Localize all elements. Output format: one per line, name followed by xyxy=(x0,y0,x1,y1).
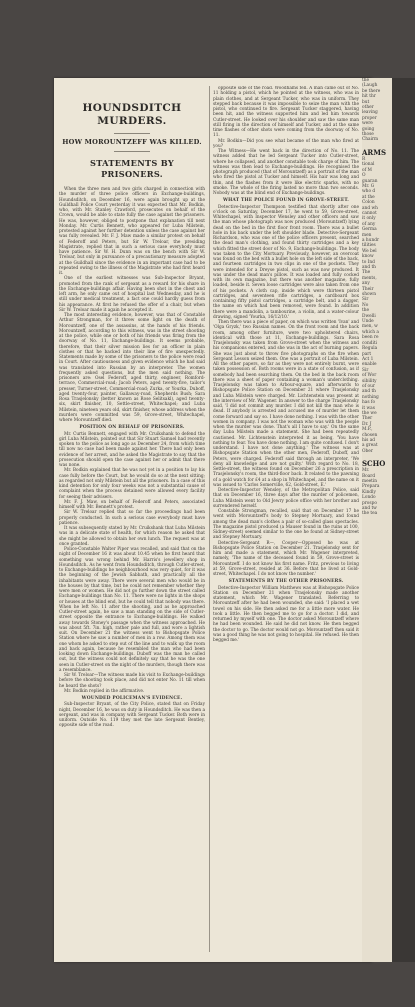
fragment-line: Mr. xyxy=(362,468,370,474)
fragment-line: of our xyxy=(362,383,375,389)
fragment-line: M.P., xyxy=(362,427,373,433)
fragment-line: Sir xyxy=(362,297,369,303)
fragment-line: Their xyxy=(362,286,374,292)
fragment-line: who d xyxy=(362,189,376,195)
fragment-line: Germa xyxy=(362,227,377,233)
fragment-line: shown xyxy=(362,292,377,298)
fragment-line: We bel xyxy=(362,248,377,254)
fragment-line: tilities xyxy=(362,243,376,249)
fragment-line: Kindly xyxy=(362,489,376,495)
paragraph: Detective-Inspector Wensley, of the Metropolitan Police, said that on December 16, three days after the murder of policemen, Luba Milstein went to Old Jewry police office with her brother and surrendered herself. xyxy=(213,488,359,509)
section-subheading: POSITION ON BEHALF OF PRISONERS. xyxy=(79,425,185,431)
fragment-line: Act 1 xyxy=(362,356,374,362)
fragment-line: and th xyxy=(362,389,376,395)
fragment-line: those xyxy=(362,132,374,138)
fragment-line: nothing xyxy=(362,394,379,400)
fragment-line: to Ind xyxy=(362,259,375,265)
paragraph: Mr. F. J. Maw, on behalf of Federoff and Peters, associated himself with Mr. Bennett's protest. xyxy=(59,499,205,510)
paragraph: Mr. Bodkin—Did you see what became of the man who fired at you? xyxy=(213,138,359,149)
fragment-line: Dwelli xyxy=(362,313,376,319)
fragment-line: Mr. G xyxy=(362,183,375,189)
fragment-line: of any xyxy=(362,221,376,227)
fragment-line: R xyxy=(362,156,366,162)
fragment-line: a hundr xyxy=(362,237,380,243)
article-column-2 xyxy=(213,86,359,956)
fragment-line: conditi xyxy=(362,340,377,346)
paragraph: opposite side of the road. Woodhams fell. A man came out of No. 11 holding a pistol, which he pointed at the witness, who was in plain clothes, and at Sergeant Tucker, who was in uniform. They stepped back because it was impossible to seize the man with the pistol, who continued to fire. Sergeant Tucker staggered, having been hit, and the witness supported him and led him towards Cutler-street. He looked over his shoulder and saw the same man still firing in the direction of himself and Tucker, and at the same time flashes of other shots were coming from the doorway of No. 11. xyxy=(213,86,359,139)
paragraph: Police-Constable Walter Piper was recalled, and said that on the night of December 16 it was about 10.45 when he first heard that something was wrong behind Mr. Harris's jewellery shop in Houndsditch. As he went from Houndsditch, through Cutler-street, to Exchange-buildings he neighbourhood was very quiet, for it was the beginning of the Jewish Sabbath, and practically all the inhabitants were away. There were several men who would be in the houses by that time, but he could not remember whether they were men or women. He did not go further down the street called Exchange-buildings than No. 11. There were no lights in the shops or houses at the blind end, but he could tell that nobody was there. When he left No. 11 after the shooting, and as he approached Cutler-street again, he saw a man standing on the side of Cutler-street opposite the entrance to Exchange-buildings. He walked away towards Stoney's passage when the witness approached. He was about 5ft. 7in. high, rather pale and full, and wore a lightish suit. On December 21 the witness went to Bishopsgate Police Station where he saw a number of men in a row. Among them was one whom he asked to step out of the line and to walk up the room and back again, because he resembled the man who had been looking down Exchange-buildings. Duboff was the man he called out, but the witness could not definitely say that he was the one seen in Cutler-street on the night of the murders, though there was a resemblance. xyxy=(59,547,205,673)
fragment-line: SCHO xyxy=(362,459,386,469)
article-subheadline: HOW MOROUNTZEFF WAS KILLED. xyxy=(62,138,202,146)
fragment-line: (Laugh xyxy=(362,83,378,89)
section-subheading: WOUNDED POLICEMAN'S EVIDENCE. xyxy=(81,696,183,701)
paragraph: Mr. Curtis Bennett, engaged with Mr. Cruikshank to defend the girl Luba Milstein, pointed out that Sir Stuart Samuel had recently spoken to the police as long ago as December 24, from which time till now no case had been made against her. There had only been evidence of her arrest, and he asked the Magistrate to say that the prosecution should open the case against her or admit that there was none. xyxy=(59,431,205,468)
fragment-line: Unde xyxy=(362,319,374,325)
article-column-1 xyxy=(59,86,205,956)
paragraph: Sir W. Treloar—The witness made his visit to Exchange-buildings before the shooting took place, and did not enter No. 11 till when he heard the shots? xyxy=(59,673,205,689)
fragment-line: tional xyxy=(362,162,375,168)
fragment-line: other xyxy=(362,105,374,111)
fragment-line: ARMS xyxy=(362,147,387,157)
fragment-line: Chairm xyxy=(362,137,379,143)
fragment-line: men, w xyxy=(362,324,378,330)
fragment-line: at the xyxy=(362,194,375,200)
paragraph: Mr. Bodkin replied in the affirmative. xyxy=(64,688,145,694)
fragment-line: the xyxy=(362,308,370,314)
article-deck: STATEMENTS BY PRISONERS. xyxy=(90,158,174,179)
fragment-line: Sir xyxy=(362,367,369,373)
fragment-line: Ober xyxy=(362,448,373,454)
fragment-line: been re xyxy=(362,335,379,341)
fragment-line: O xyxy=(362,173,366,179)
fragment-line: any xyxy=(362,281,370,287)
paragraph: Mr. Bodkin explained that he was not yet in a position to lay his case fully before the Court, but he would do so at the next sitting; as regarded not only Milstein but all the prisoners. In a case of this kind detention for only four weeks was not a substantial cause of complaint when the process detained were allowed every facility for seeing their advisers. xyxy=(59,468,205,500)
fragment-line: sibility xyxy=(362,378,377,384)
fragment-line: be there xyxy=(362,88,381,94)
paragraph: The most interesting evidence, however, was that of Constable Arthur Strongman, for it threw some light on the death of Morountzeff, one of the assassins, at the hands of his friends. Morountzeff, according to this witness, was in the street shooting at the police, while one or both of his friends was firing from the doorway of No. 11, Exchange-buildings. It seems probable, therefore, that their silver mission lies for an officer in plain clothes or that he backed into their line of fire unexpectedly. Statements made by some of the prisoners to the police were read in Court. After cautiousness and given evidence which he had said was translated into Russian by an interpreter. The women frequently asked questions, but the men said nothing. The prisoners are: Osel Federoff, aged thirty, engineer, Romford-terrace, Commercial-road; Jacob Peters, aged twenty-five, tailor's presser, Turner-street, Commercial-road; Zurka, or Yourka, Duboff, aged twenty-four, painter, Gallaway-road, Shepherds Bush; Sara Rosa Trasjelonsky (better known as Rose Selitsakl), aged twenty-six, skirt finisher, 10, Settle-street, Whitechapel; and Luba Milstein, nineteen years old, skirt finisher, whose address when the murders were committed was 59, Grove-street, Whitechapel, where Morountzeff died. xyxy=(59,313,205,423)
fragment-line: going xyxy=(362,126,375,132)
fragment-line: of M xyxy=(362,167,372,173)
fragment-line: and wh xyxy=(362,205,378,211)
fragment-line: enable xyxy=(362,362,377,368)
paragraph: Detective-Sergeant R—, Cooper—Opposed he was at Bishopsgate Police Station on December 21. Trasjelonsky sent for him and made a statement, which Mr. Wagener interpreted, namely, 'The name of the deceased found in 59, Grove-street is Morountzeff. I do not know his first name. Fritz, previous to living at 59, Grove-street, resided at 36. Before that he lived at Gold-street, Whitechapel. I do not know the number.' xyxy=(213,540,359,577)
fragment-line: proper xyxy=(362,115,377,121)
fragment-line: prospo xyxy=(362,500,377,506)
column-2-body xyxy=(213,86,359,643)
fragment-line: ments, xyxy=(362,275,377,281)
section-subheading: WHAT THE POLICE FOUND IN GROVE-STREET. xyxy=(222,198,350,204)
paragraph: One of the earliest witnesses was Sub-Inspector Bryant, promoted from the rank of sergeant as a reward for his share in the Exchange-buildings affair. Having been shot in the chest and left arm, he only came out of hospital last Wednesday, and he is still under medical treatment, a fact one could hardly guess from his appearance. At first he refused the offer of a chair, but when Sir W. Treloar made it again he accepted it. xyxy=(59,276,205,313)
fragment-line: it was xyxy=(362,405,375,411)
fragment-line: cannot xyxy=(362,210,377,216)
section-subheading: STATEMENTS BY THE OTHER PRISONERS. xyxy=(228,579,344,585)
column-divider xyxy=(209,86,210,952)
fragment-line: were xyxy=(362,121,373,127)
subhead-rule xyxy=(114,151,150,152)
fragment-line: the we xyxy=(362,410,377,416)
fragment-line: Board xyxy=(362,473,376,479)
paragraph: The Witness—He went back in the direction of No. 11. The witness added that he led Sergeant Tucker into Cutler-street, where he collapsed, and another constable took charge of him. The witness was then lead to Exchange-buildings. He recognised the photograph produced (that of Morountzeff) as a portrait of the man who fired the pistol at Tucker and himself. His hair was long and thin, and the flashes from it were like electric sparks, with no smoke. The whole of the firing lasted no more than two seconds. Nobody was at the blind end of Exchange-buildings. xyxy=(213,149,359,196)
fragment-line: know xyxy=(362,254,374,260)
fragment-line: men xyxy=(362,232,372,238)
fragment-line: but xyxy=(362,99,370,105)
column-1-body xyxy=(59,187,205,729)
fragment-line: meetin xyxy=(362,479,378,485)
fragment-line: Colon xyxy=(362,200,375,206)
article-headline: HOUNDSDITCH MURDERS. xyxy=(82,102,182,127)
page-edge-shadow xyxy=(392,78,415,962)
adjacent-column-fragment xyxy=(362,78,392,962)
fragment-line: the xyxy=(362,78,370,83)
fragment-line: which a xyxy=(362,329,379,335)
fragment-line: the tea xyxy=(362,511,378,517)
fragment-line: his ad xyxy=(362,438,376,443)
fragment-line: has fo xyxy=(362,400,376,406)
fragment-line: hit thr xyxy=(362,94,376,100)
paragraph: Sir W. Treloar replied that so far the proceedings had been properly conducted. In such a serious case everybody must have patience. xyxy=(59,510,205,526)
fragment-line: Ther xyxy=(362,416,373,422)
headline-rule xyxy=(114,133,150,134)
fragment-line: leaving xyxy=(362,110,378,116)
fragment-line: Prepara xyxy=(362,484,380,490)
fragment-line: a great xyxy=(362,443,378,449)
paragraph: When the three men and two girls charged in connection with the murder of three police officers in Exchange-buildings, Houndsditch, on December 16, were again brought up at the Guildhall Police Court yesterday it was expected that Mr. Bodkin, who, with Mr. Stanley Crawford, prosecutes on behalf of the Crown, would be able to state fully the case against the prisoners. He was, however, obliged to postpone that explanation till next Monday. Mr. Curtis Bennett, who appeared for Luba Milstein, protested against her further detention unless the case against her was fully revealed. Mr. F. J. Maw made a similar protest on behalf of Federoff and Peters, but Sir W. Treloar, the presiding Magistrate, replied that in such a serious case everybody must have patience. Sir W. H. Dunn was on the bench with Sir W. Treloar, but only in pursuance of a precautionary measure adopted at the Guildhall since the evidence in an important case had to be repeated owing to the illness of the Magistrate who had first heard it. xyxy=(59,187,205,276)
paragraph: Sub-Inspector Bryant, of the City Police, stated that on Friday night, December 16, he was on duty in Houndsditch. He was then a sergeant, and was in company with Sergeant Tucker. Both were in uniform. Outside No. 119 they met the late Sergeant Bentley, opposite side of the road. xyxy=(59,702,205,729)
paragraph: It was subsequently stated by Mr. Cruikshank that Luba Milstein was in a delicate state of health, for which reason he asked that she might be allowed to obtain her own lunch. The request was at once granted. xyxy=(59,526,205,547)
fragment-line: Dr. J xyxy=(362,421,372,427)
paragraph: Detective-Inspector William Matthews was at Bishopsgate Police Station on December 21 when Trasjelonsky made another statement, which Mr. Wagener translated. Referring to Morountzeff after he had been wounded, she said: 'I placed a wet towel on his side. He then asked me for a little more water. He took a little. He then begged me to go for a doctor. I did, and returned by myself with one. The doctor asked Morountzeff where he had been wounded. He said he did not know. He then begged the doctor to go. The doctor would not go. Morountzeff then said it was a good thing he was not going to hospital. He refused. He then begged me.' xyxy=(213,585,359,643)
fragment-line: and th xyxy=(362,265,376,270)
fragment-line: Regula xyxy=(362,346,378,352)
fragment-line: and tw xyxy=(362,506,377,512)
paragraph: Constable Strongman, recalled, said that on December 17 he went with Morountzeff's body to Stepney Mortuary, and found among the dead man's clothes a pair of so-called glass spectacles. The magazine pistol produced (a Mauser found in the ruins at 100, Sidney-street) seemed similar to the one he found at Sidney-street and Stepney Mortuary. xyxy=(213,509,359,541)
fragment-line: of Wor xyxy=(362,373,377,379)
paragraph: Then there was a piece of paper, on which was written 'Ivan' and 'Olga Gryzk,' two Russian names. On the front room and the back room, among other furniture, were two upholstered chairs, identical with those at 11, Exchange-buildings. Sara Rosa Trasjelonsky was taken from Grove-street when the witness and his companions entered, and she was in the act of burning papers. She was just about to throw five photographs on the fire when Sergeant Lesson seized them. One was a portrait of Luba Milstein. All the other papers, so far as they were not entirely burnt, were taken possession of. Both rooms were in a state of confusion, as if somebody had been searching them. On the bed in the back room there was a sheet of paper containing a woman's underclothing. Trasjelonsky was taken to Arbour-square, and afterwards to Bishopsgate Police Station on December 21 where Trasjelonsky and Luba Milstein were charged. Mr. Lichtenstein was present at the interview of Mr. Wagener. In answer to the charge Trasjelonsky said, 'I did not commit any murder. I did not kill the man who is dead. If anybody is arrested and accused me of murder let them come forward and say so. I have done nothing. I was with the other women in company. I was not the woman who was with the people when the murder was done. That's all I have to say.' On the same day Luba Milstein made a statement. She had been repeatedly cautioned. Mr. Lichtenstein interpreted it as being, 'You have nothing to fear. You have done nothing. I am quite confused. I don't understand. I have not done anything.' The witness was at Bishopsgate Station when the other men, Federoff, Duboff, and Peters, were charged. Federoff said through an interpreter, 'We deny all knowledge and are not guilty.' With regard to No. 18, Settle-street, the witness found on December 26 a prescription in Trasjelonsky's room, the third-floor back. It related to the pawning of a gold watch for £4 at a shop in Whitechapel, and the name on it was issued to 'Carlos Somerville, 62, Gold-street, E.' xyxy=(213,320,359,488)
fragment-line: it only xyxy=(362,216,376,222)
fragment-line: No xyxy=(362,302,369,308)
paragraph: Detective-Inspector Thompson testified that shortly after one o'clock on Saturday, December 17, he went to 59, Grove-street, Whitechapel, with Inspector Wensley and other officers and saw the man whose photograph was now produced (Morountzeff) lying dead on the bed in the first floor front room. There was a bullet hole in his back under the left shoulder blade. Detective-Sergeant Richardson, who was one of the police officers present, searched the dead man's clothing, and found thirty cartridges and a key which fitted the street door of No. 9, Exchange-buildings. The body was taken to the City Mortuary. Previously, however, an overcoat was found on the bed with a bullet hole on the left side of the back, and fourteen cartridges in two clips in one of the pockets. They were intended for a Dreyse pistol, such as was now produced. It was under the dead man's pillow. It was loaded and fully cocked with its own magazine, but there was another magazine, fully loaded, beside it. Seven loose cartridges were also taken from one of his pockets. A cloth cap, inside which were thirteen pistol cartridges, and seventeen rifle cartridges, a cardboard box containing fifty pistol cartridges, a cartridge belt, and a dagger, the name on which had been removed, were found. In addition there were a mandolin, a tambourine, a violin, and a water-colour drawing, signed 'Yourka, 16/12/10.' xyxy=(213,204,359,320)
fragment-line: Londo xyxy=(362,495,376,501)
fragment-line: guaran xyxy=(362,178,378,184)
fragment-line: chosen xyxy=(362,432,378,438)
fragment-line: The xyxy=(362,270,371,276)
fragment-line: part xyxy=(362,351,372,357)
